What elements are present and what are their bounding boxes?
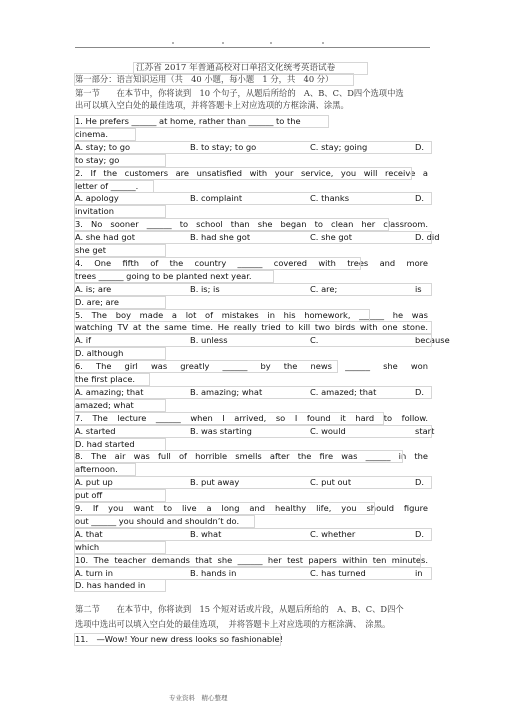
question-4-option: B. is; is bbox=[190, 283, 220, 294]
text-line-box bbox=[74, 425, 435, 438]
text-line-box bbox=[74, 554, 421, 567]
text-line-box bbox=[74, 567, 432, 580]
text-line-box bbox=[74, 296, 166, 309]
header-rule bbox=[75, 47, 430, 48]
text-line-box bbox=[74, 167, 412, 180]
question-6-text: the first place. bbox=[75, 374, 136, 384]
text-line-box bbox=[74, 270, 274, 283]
text-line-box bbox=[74, 141, 432, 154]
question-2-option: A. apology bbox=[75, 193, 119, 204]
section-two-line2: 选项中选出可以填入空白处的最佳选项， 并将答题卡上对应选项的方框涂满、 涂黑。 bbox=[75, 619, 391, 629]
text-line-box bbox=[74, 450, 403, 463]
question-5-option: B. unless bbox=[190, 335, 228, 346]
question-4-option: D. are; are bbox=[75, 296, 119, 307]
question-1-option: to stay; go bbox=[75, 154, 120, 165]
section-one-line1: 第一节 在本节中，你将读到 10 个句子，从题后所给的 A、B、C、D四个选项中选 bbox=[75, 88, 404, 98]
question-6-option: B. amazing; what bbox=[190, 386, 263, 397]
question-11-box bbox=[74, 633, 281, 646]
question-5-option: C. bbox=[310, 335, 319, 346]
question-6-option: D. bbox=[415, 386, 425, 397]
question-7-option: B. was starting bbox=[190, 425, 252, 436]
question-10-option: B. hands in bbox=[190, 567, 237, 578]
text-line-box bbox=[74, 386, 432, 399]
question-2-option: B. complaint bbox=[190, 193, 243, 204]
text-line-box bbox=[74, 515, 255, 528]
question-1-option: B. to stay; to go bbox=[190, 141, 257, 152]
question-2-option: C. thanks bbox=[310, 193, 350, 204]
question-10-option: in bbox=[415, 567, 423, 578]
text-line-box bbox=[74, 257, 361, 270]
text-line-box bbox=[74, 321, 432, 334]
section-one-line2: 出可以填入空白处的最佳选项，并将答题卡上对应选项的方框涂满、涂黑。 bbox=[75, 100, 349, 110]
text-line-box bbox=[74, 283, 432, 296]
question-10-option: D. has handed in bbox=[75, 580, 146, 591]
text-line-box bbox=[74, 128, 136, 141]
question-5-option: D. although bbox=[75, 348, 124, 359]
question-6-text: 6. The girl was greatly ______ by the news ______ she won bbox=[75, 361, 428, 372]
question-2-text: 2. If the customers are unsatisfied with your service, you will receive a bbox=[75, 167, 428, 178]
question-9-option: which bbox=[75, 541, 100, 552]
header-dot bbox=[322, 42, 324, 44]
question-3-option: B. had she got bbox=[190, 232, 251, 243]
page-footer: 专业资料 精心整理 bbox=[169, 694, 228, 702]
question-9-text: out ______ you should and shouldn’t do. bbox=[75, 515, 240, 526]
text-line-box bbox=[74, 476, 432, 489]
question-10-text: 10. The teacher demands that she ______ her test papers within ten minutes. bbox=[75, 554, 428, 565]
text-line-box bbox=[74, 463, 136, 476]
question-8-text: 8. The air was full of horrible smells after the fire was ______ in the bbox=[75, 451, 428, 462]
question-3-option: C. she got bbox=[310, 232, 352, 243]
question-5-option: A. if bbox=[75, 335, 92, 346]
part-one-heading: 第一部分：语言知识运用（共 40 小题，每小题 1 分，共 40 分） bbox=[75, 74, 334, 84]
question-5-option: because bbox=[415, 335, 450, 346]
text-line-box bbox=[74, 373, 150, 386]
question-9-option: D. bbox=[415, 528, 425, 539]
text-line-box bbox=[74, 154, 166, 167]
text-line-box bbox=[74, 192, 432, 205]
question-8-option: D. bbox=[415, 477, 425, 488]
question-3-text: 3. No sooner ______ to school than she began to clean her classroom. bbox=[75, 219, 428, 230]
question-4-option: A. is; are bbox=[75, 283, 112, 294]
text-line-box bbox=[74, 579, 166, 592]
question-7-text: 7. The lecture ______ when I arrived, so I found it hard to follow. bbox=[75, 412, 428, 423]
text-line-box bbox=[74, 502, 375, 515]
text-line-box bbox=[74, 412, 384, 425]
question-9-option: B. what bbox=[190, 528, 222, 539]
section-two-line1: 第二节 在本节中，你将读到 15 个短对话或片段，从题后所给的 A、B、C、D四个 bbox=[75, 604, 404, 614]
question-1-text: 1. He prefers ______ at home, rather than ______ to the bbox=[75, 116, 301, 126]
question-7-option: start bbox=[415, 425, 435, 436]
question-7-option: D. had started bbox=[75, 438, 135, 449]
text-line-box bbox=[74, 231, 432, 244]
text-line-box bbox=[74, 309, 370, 322]
header-dot bbox=[270, 42, 272, 44]
text-line-box bbox=[74, 489, 166, 502]
question-3-option: D. did bbox=[415, 232, 440, 243]
question-10-option: C. has turned bbox=[310, 567, 366, 578]
question-1-text: cinema. bbox=[75, 128, 109, 139]
question-9-option: A. that bbox=[75, 528, 103, 539]
question-8-option: C. put out bbox=[310, 477, 352, 488]
question-1-option: C. stay; going bbox=[310, 141, 368, 152]
question-5-text: watching TV at the same time. He really tried to kill two birds with one stone. bbox=[75, 322, 428, 333]
question-6-option: C. amazed; that bbox=[310, 386, 377, 397]
question-4-text: 4. One fifth of the country ______ covered with trees and more bbox=[75, 257, 428, 268]
question-3-option: she get bbox=[75, 245, 106, 255]
header-dot bbox=[172, 42, 174, 44]
question-4-text: trees ______ going to be planted next year. bbox=[75, 270, 252, 281]
question-4-option: is bbox=[415, 283, 422, 294]
question-10-option: A. turn in bbox=[75, 567, 114, 578]
question-8-option: B. put away bbox=[190, 477, 240, 488]
text-line-box bbox=[74, 360, 338, 373]
question-11: 11. —Wow! Your new dress looks so fashionable! bbox=[75, 634, 283, 644]
question-8-option: A. put up bbox=[75, 477, 113, 488]
text-line-box bbox=[74, 244, 166, 257]
question-9-option: C. whether bbox=[310, 528, 356, 539]
question-7-option: A. started bbox=[75, 425, 116, 436]
text-line-box bbox=[74, 218, 389, 231]
text-line-box bbox=[74, 115, 329, 128]
question-5-text: 5. The boy made a lot of mistakes in his homework, ______ he was bbox=[75, 309, 428, 320]
text-line-box bbox=[74, 334, 432, 347]
part-one-box bbox=[74, 73, 354, 86]
question-8-text: afternoon. bbox=[75, 464, 118, 475]
question-2-option: D. bbox=[415, 193, 425, 204]
header-dot bbox=[222, 42, 224, 44]
text-line-box bbox=[74, 528, 432, 541]
question-9-text: 9. If you want to live a long and healthy life, you should figure bbox=[75, 503, 428, 513]
question-6-option: amazed; what bbox=[75, 399, 134, 410]
question-2-text: letter of ______. bbox=[75, 180, 139, 191]
question-6-option: A. amazing; that bbox=[75, 386, 144, 397]
question-1-option: D. bbox=[415, 141, 425, 152]
exam-title: 江苏省 2017 年普通高校对口单招文化统考英语试卷 bbox=[136, 63, 336, 73]
text-line-box bbox=[74, 541, 166, 554]
question-2-option: invitation bbox=[75, 206, 115, 217]
question-4-option: C. are; bbox=[310, 283, 338, 294]
text-line-box bbox=[74, 399, 166, 412]
text-line-box bbox=[74, 205, 166, 218]
question-3-option: A. she had got bbox=[75, 232, 135, 243]
question-8-option: put off bbox=[75, 490, 103, 501]
text-line-box bbox=[74, 180, 154, 193]
text-line-box bbox=[74, 438, 166, 451]
question-1-option: A. stay; to go bbox=[75, 141, 131, 152]
text-line-box bbox=[74, 347, 166, 360]
question-7-option: C. would bbox=[310, 425, 346, 436]
